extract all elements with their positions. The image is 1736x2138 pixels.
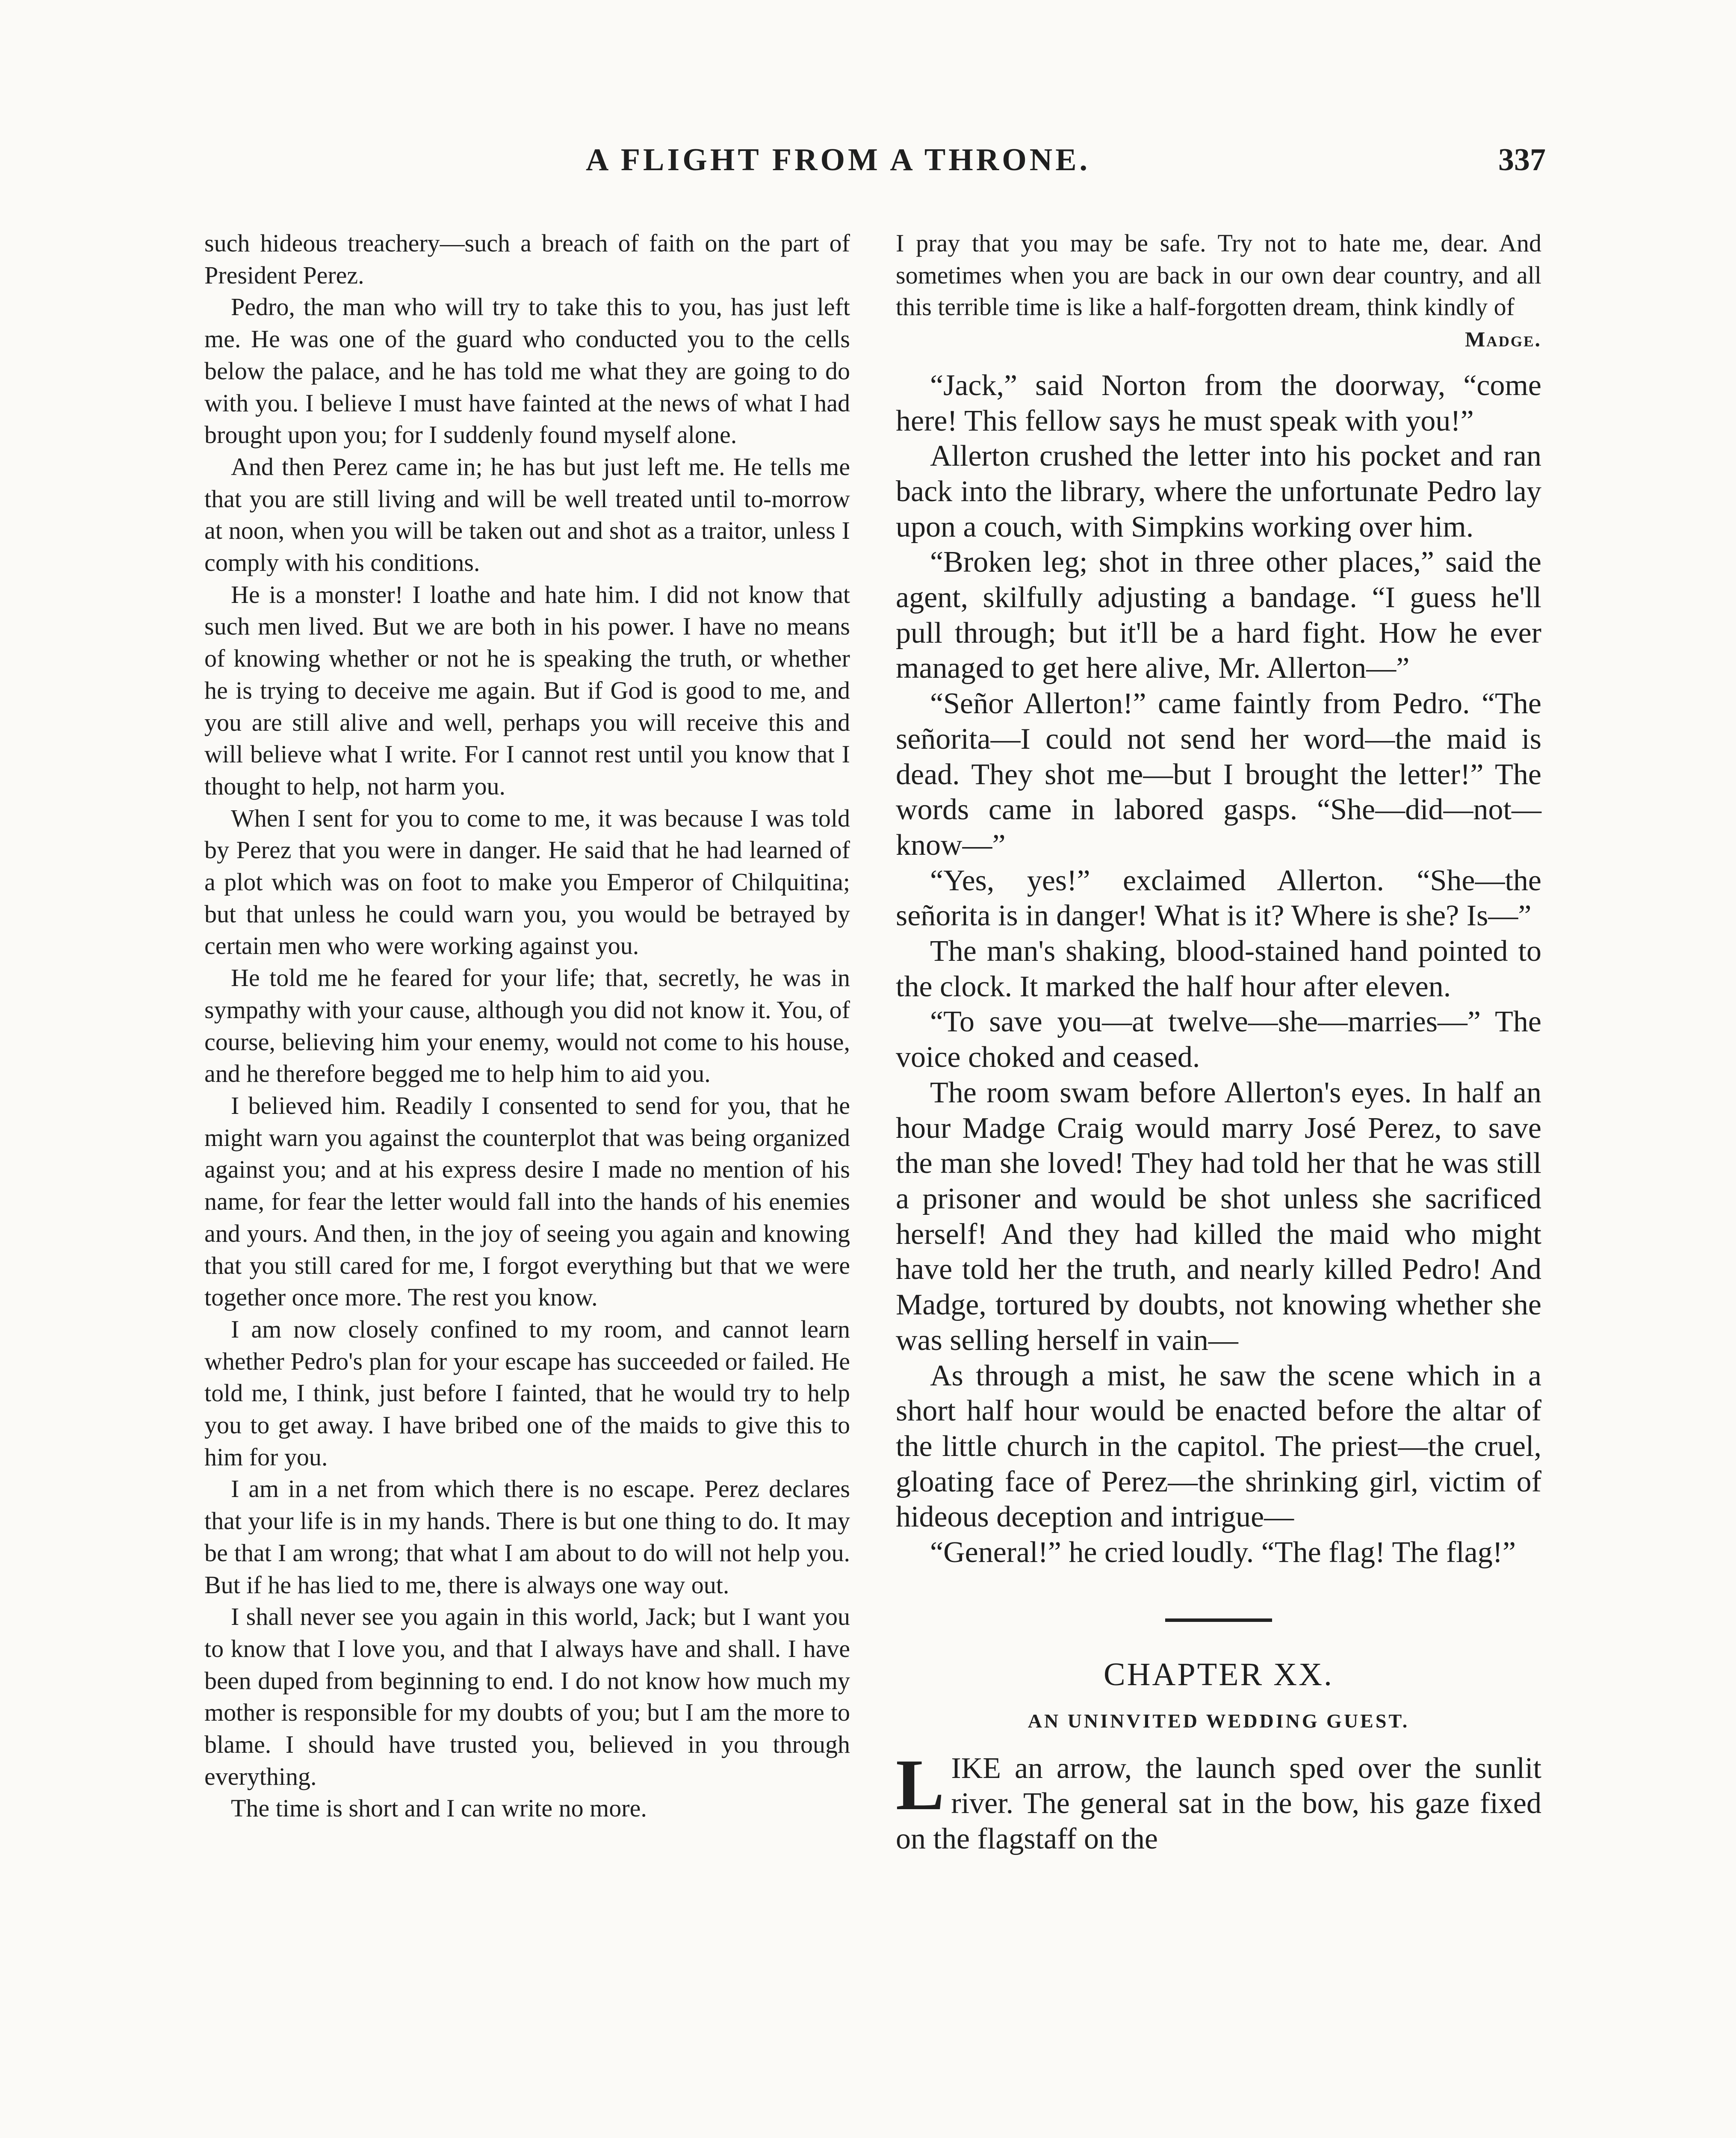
paragraph: “Broken leg; shot in three other places,” said the agent, skilfully adjusting a bandage. “I guess he'll pull through; but it'll be a hard fight. How he ever managed to get here alive, Mr. Allerton—” bbox=[896, 546, 1541, 685]
paragraph: Allerton crushed the letter into his pocket and ran back into the library, where the unfortunate Pedro lay upon a couch, with Simpkins working over him. bbox=[896, 440, 1541, 543]
letter-signature: Madge. bbox=[1465, 327, 1541, 351]
right-column bbox=[896, 227, 1541, 1857]
paragraph: I pray that you may be safe. Try not to hate me, dear. And sometimes when you are back in our own dear country, and all this terrible time is like a half-forgotten dream, think kindly of bbox=[896, 229, 1541, 321]
paragraph: The man's shaking, blood-stained hand pointed to the clock. It marked the half hour after eleven. bbox=[896, 935, 1541, 1003]
paragraph: “General!” he cried loudly. “The flag! The flag!” bbox=[930, 1536, 1516, 1569]
paragraph: “Yes, yes!” exclaimed Allerton. “She—the señorita is in danger! What is it? Where is she? Is—” bbox=[896, 864, 1541, 933]
paragraph: I believed him. Readily I consented to send for you, that he might warn you against the counterplot that was being organized against you; and at his express desire I made no mention of his name, for fear the letter would fall into the hands of his enemies and yours. And then, in the joy of seeing you again and knowing that you still cared for me, I forgot everything but that we were together once more. The rest you know. bbox=[204, 1091, 850, 1311]
paragraph: When I sent for you to come to me, it was because I was told by Perez that you were in danger. He said that he had learned of a plot which was on foot to make you Emperor of Chilquitina; but that unless he could warn you, you would be betrayed by certain men who were working against you. bbox=[204, 804, 850, 960]
paragraph: “Jack,” said Norton from the doorway, “come here! This fellow says he must speak with you!” bbox=[896, 369, 1541, 437]
paragraph: I shall never see you again in this world, Jack; but I want you to know that I love you, and that I always have and shall. I have been duped from beginning to end. I do not know how much my mother is responsible for my doubts of you; but I am the more to blame. I should have trusted you, believed in you through everything. bbox=[204, 1603, 850, 1790]
running-title: A FLIGHT FROM A THRONE. bbox=[586, 142, 1091, 177]
paragraph: The time is short and I can write no more. bbox=[231, 1794, 647, 1822]
chapter-opening bbox=[896, 1744, 1541, 1857]
paragraph: “Señor Allerton!” came faintly from Pedro. “The señorita—I could not send her word—the maid is dead. They shot me—but I brought the letter!” The words came in labored gasps. “She—did—not—know—” bbox=[896, 687, 1541, 862]
narrative bbox=[896, 368, 1541, 1571]
paragraph: “To save you—at twelve—she—marries—” The voice choked and ceased. bbox=[896, 1005, 1541, 1074]
paragraph: I am in a net from which there is no escape. Perez declares that your life is in my hands. There is but one thing to do. It may be that I am wrong; that what I am about to do will not help you. But if he has lied to me, there is always one way out. bbox=[204, 1475, 850, 1599]
section-divider bbox=[1165, 1618, 1272, 1622]
opening-paragraph: IKE an arrow, the launch sped over the sunlit river. The general sat in the bow, his gaze fixed on the flagstaff on the bbox=[896, 1751, 1541, 1856]
paragraph: He told me he feared for your life; that, secretly, he was in sympathy with your cause, although you did not know it. You, of course, believing him your enemy, would not come to his house, and he therefore begged me to help him to aid you. bbox=[204, 964, 850, 1088]
paragraph: such hideous treachery—such a breach of faith on the part of President Perez. bbox=[204, 229, 850, 289]
paragraph: He is a monster! I loathe and hate him. I did not know that such men lived. But we are both in his power. I have no means of knowing whether or not he is speaking the truth, or whether he is trying to deceive me again. But if God is good to me, and you are still alive and well, perhaps you will receive this and will believe what I write. For I cannot rest until you know that I thought to help, not harm you. bbox=[204, 580, 850, 800]
left-column bbox=[204, 227, 850, 1825]
chapter-heading: CHAPTER XX. bbox=[1103, 1656, 1334, 1692]
chapter-subtitle: AN UNINVITED WEDDING GUEST. bbox=[1027, 1710, 1410, 1732]
paragraph: The room swam before Allerton's eyes. In half an hour Madge Craig would marry José Perez, to save the man she loved! They had told her that he was still a prisoner and would be shot unless she sacrificed herself! And they had killed the maid who might have told her the truth, and nearly killed Pedro! And Madge, tortured by doubts, not knowing whether she was selling herself in vain— bbox=[896, 1076, 1541, 1357]
page-number: 337 bbox=[1498, 142, 1546, 177]
drop-cap: L bbox=[896, 1744, 945, 1825]
paragraph: And then Perez came in; he has but just left me. He tells me that you are still living and will be well treated until to-morrow at noon, when you will be taken out and shot as a traitor, unless I comply with his conditions. bbox=[204, 452, 850, 577]
paragraph: Pedro, the man who will try to take this to you, has just left me. He was one of the guard who conducted you to the cells below the palace, and he has told me what they are going to do with you. I believe I must have fainted at the news of what I had brought upon you; for I suddenly found myself alone. bbox=[204, 293, 850, 449]
paragraph: I am now closely confined to my room, and cannot learn whether Pedro's plan for your escape has succeeded or failed. He told me, I think, just before I fainted, that he would try to help you to get away. I have bribed one of the maids to give this to him for you. bbox=[204, 1315, 850, 1471]
paragraph: As through a mist, he saw the scene which in a short half hour would be enacted before the altar of the little church in the capitol. The priest—the cruel, gloating face of Perez—the shrinking girl, victim of hideous deception and intrigue— bbox=[896, 1359, 1541, 1534]
letter-ending bbox=[896, 227, 1541, 355]
